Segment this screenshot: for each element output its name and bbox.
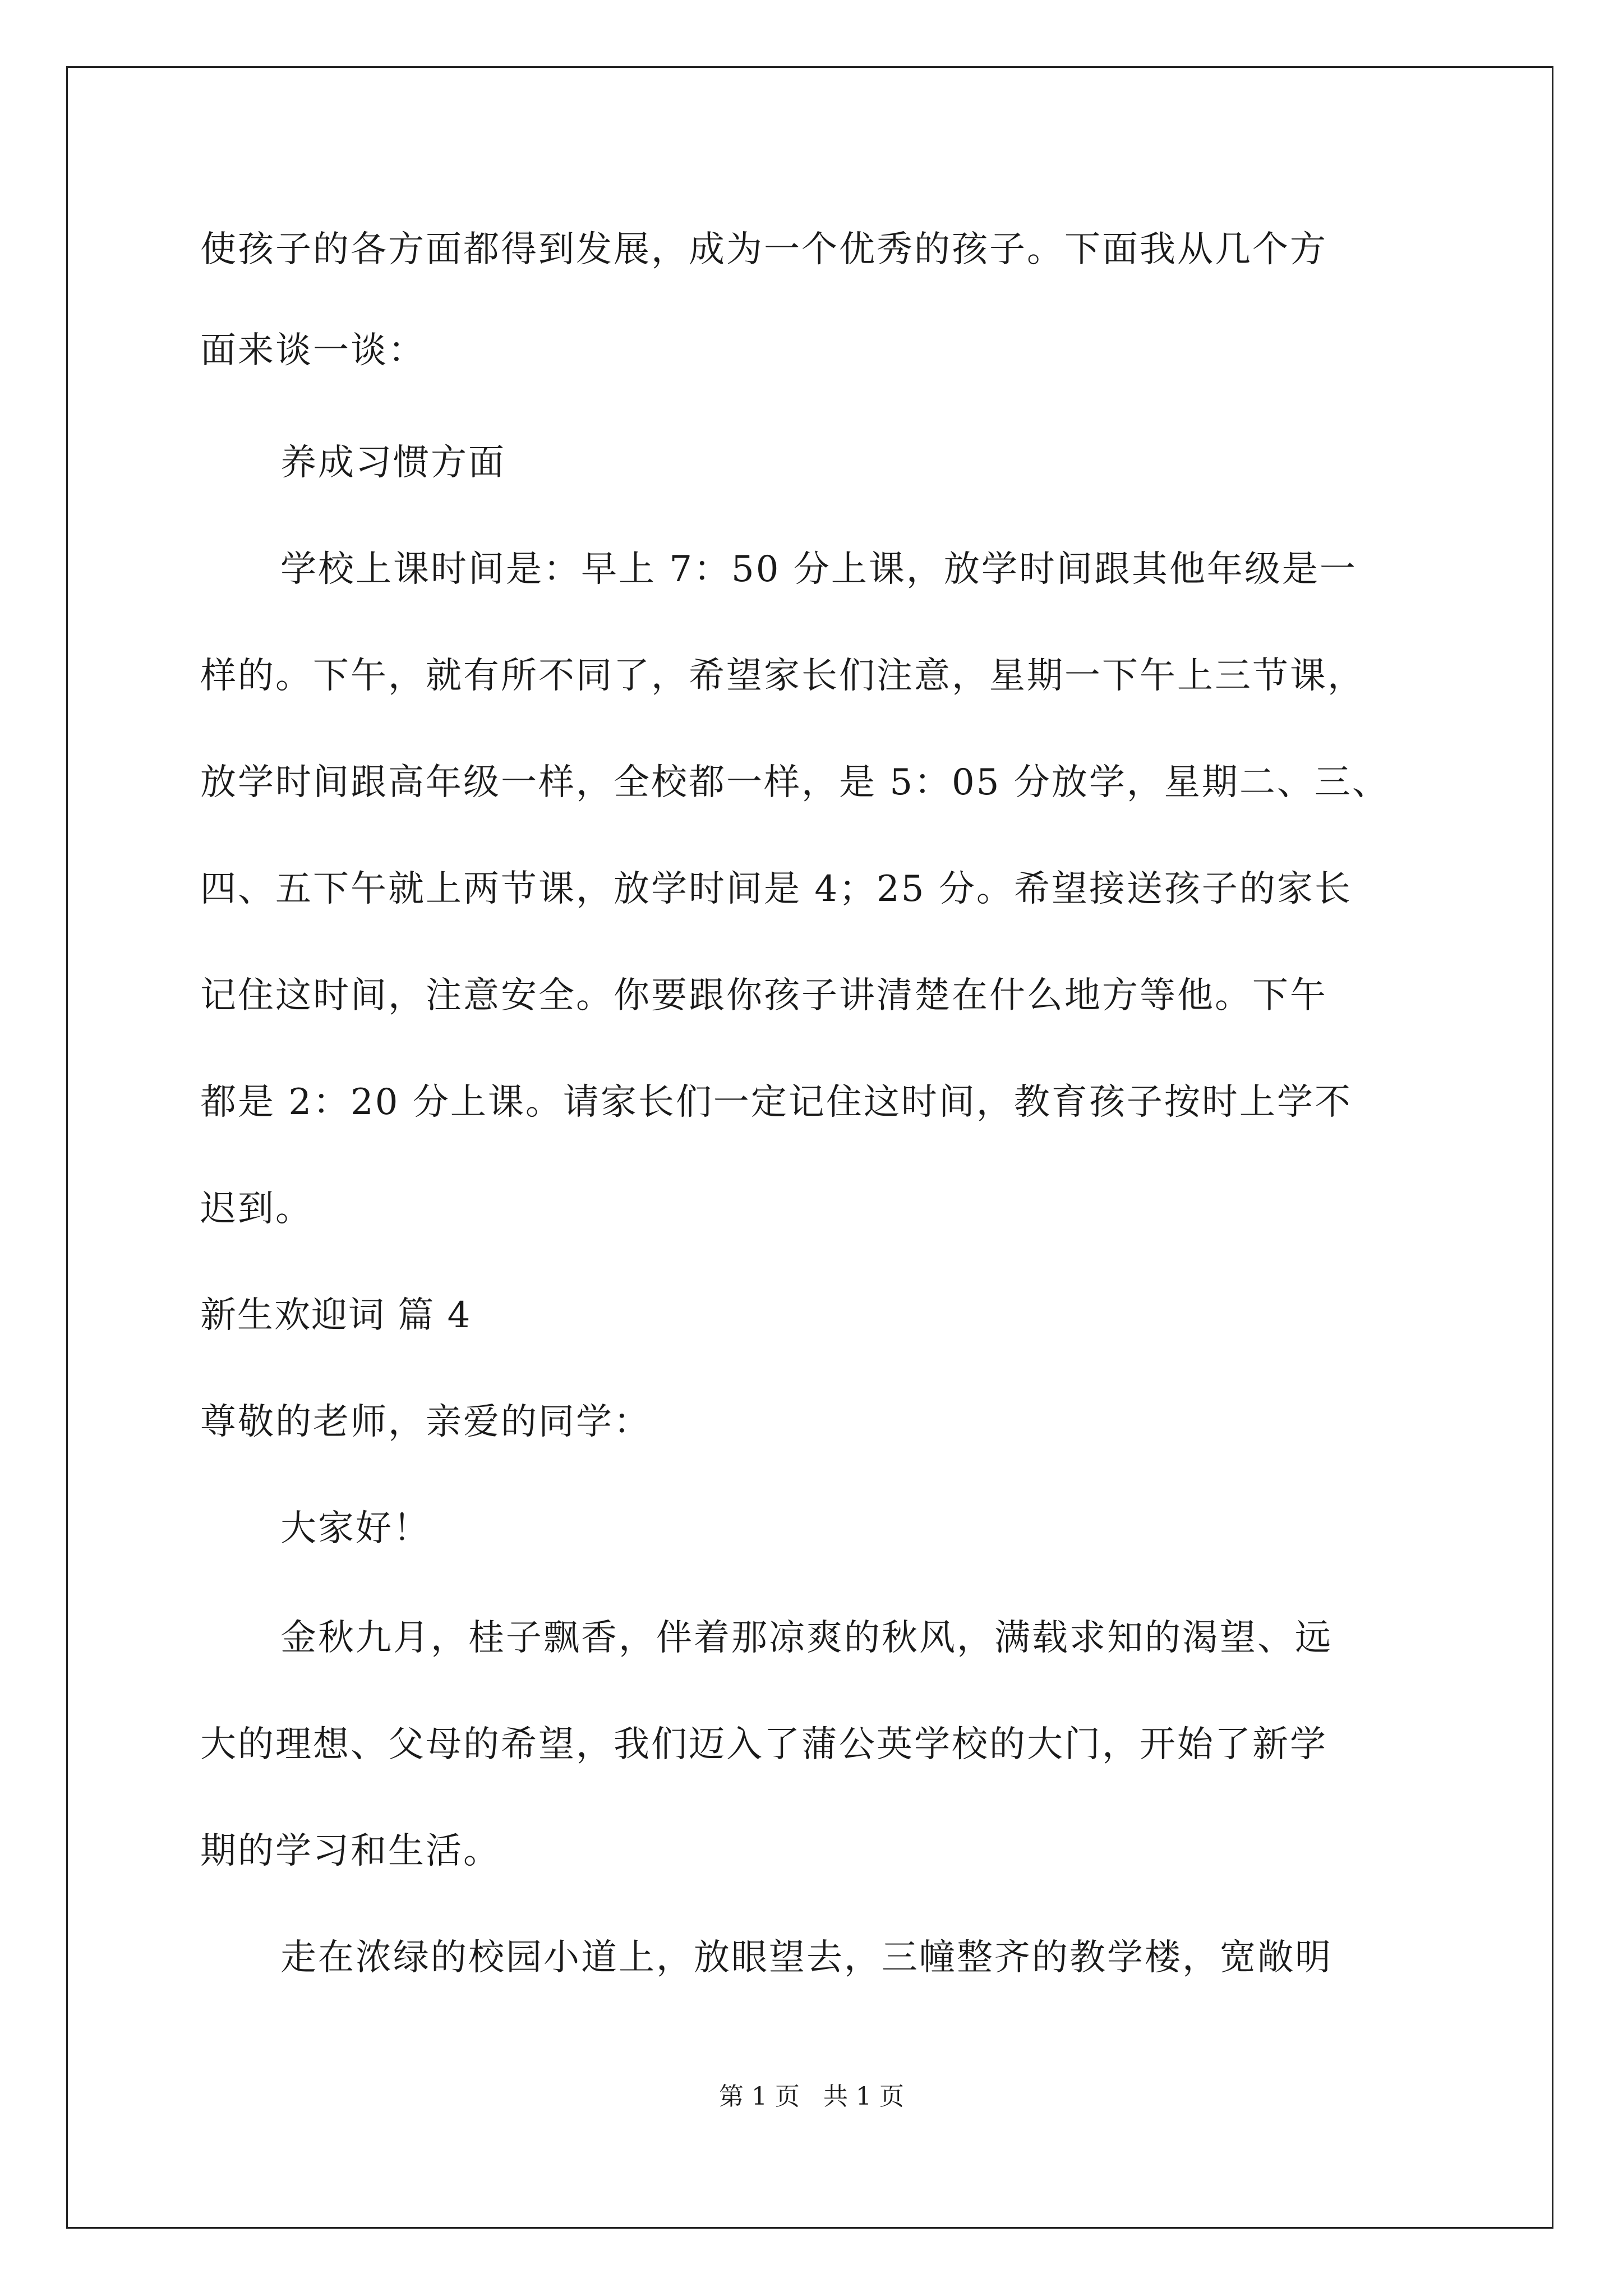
- paragraph-line: 大的理想、父母的希望，我们迈入了蒲公英学校的大门，开始了新学: [200, 1724, 1327, 1765]
- paragraph-line: 放学时间跟高年级一样，全校都一样，是 5：05 分放学，星期二、三、: [200, 762, 1390, 803]
- section-title: 新生欢迎词 篇 4: [200, 1295, 472, 1336]
- text-line: 使孩子的各方面都得到发展，成为一个优秀的孩子。下面我从几个方: [200, 229, 1327, 270]
- section-subheading: 养成习惯方面: [280, 442, 506, 484]
- paragraph-line: 学校上课时间是：早上 7：50 分上课，放学时间跟其他年级是一: [280, 549, 1357, 590]
- paragraph-line: 迟到。: [200, 1188, 313, 1230]
- paragraph-line: 样的。下午，就有所不同了，希望家长们注意，星期一下午上三节课，: [200, 655, 1365, 697]
- page-number-footer: 第 1 页 共 1 页: [719, 2082, 904, 2111]
- salutation: 尊敬的老师，亲爱的同学：: [200, 1401, 651, 1443]
- paragraph-line: 走在浓绿的校园小道上，放眼望去，三幢整齐的教学楼，宽敞明: [280, 1937, 1332, 1978]
- paragraph-line: 四、五下午就上两节课，放学时间是 4；25 分。希望接送孩子的家长: [200, 868, 1352, 910]
- paragraph-line: 金秋九月，桂子飘香，伴着那凉爽的秋风，满载求知的渴望、远: [280, 1617, 1332, 1659]
- text-line: 面来谈一谈：: [200, 330, 426, 371]
- greeting: 大家好！: [280, 1508, 431, 1549]
- paragraph-line: 期的学习和生活。: [200, 1830, 501, 1872]
- paragraph-line: 都是 2：20 分上课。请家长们一定记住这时间，教育孩子按时上学不: [200, 1082, 1352, 1123]
- paragraph-line: 记住这时间，注意安全。你要跟你孩子讲清楚在什么地方等他。下午: [200, 975, 1327, 1016]
- page-border: [66, 66, 1553, 2229]
